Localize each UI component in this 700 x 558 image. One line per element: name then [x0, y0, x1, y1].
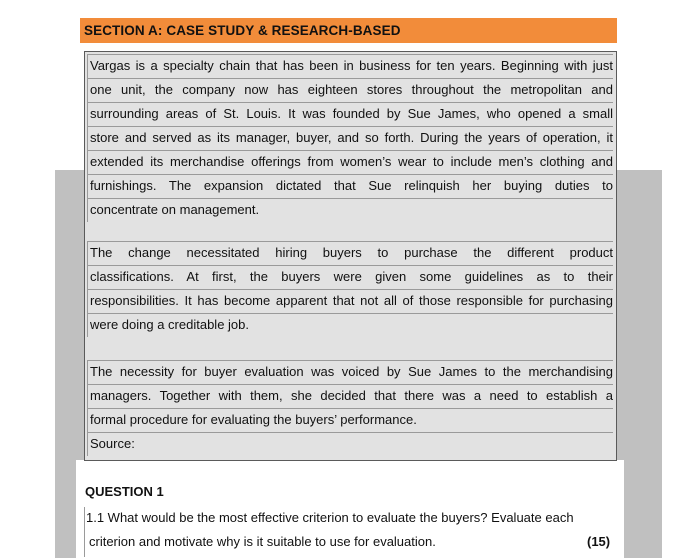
case-line: managers. Together with them, she decided that there was a need to establish a [87, 384, 613, 408]
case-paragraph-3 [87, 360, 613, 456]
case-line: The change necessitated hiring buyers to purchase the different product [87, 241, 613, 265]
case-line: responsibilities. It has become apparent that not all of those responsible for purchasing [87, 289, 613, 313]
case-line: one unit, the company now has eighteen stores throughout the metropolitan and [87, 78, 613, 102]
case-line: extended its merchandise offerings from women’s wear to include men’s clothing and [87, 150, 613, 174]
question-text-line-1: 1.1 What would be the most effective criterion to evaluate the buyers? Evaluate each [86, 510, 574, 525]
case-line: concentrate on management. [87, 198, 613, 222]
case-line: were doing a creditable job. [87, 313, 613, 337]
case-line: formal procedure for evaluating the buyers’ performance. [87, 408, 613, 432]
case-line: The necessity for buyer evaluation was voiced by Sue James to the merchandising [87, 360, 613, 384]
question-marks: (15) [587, 534, 611, 549]
question-title: QUESTION 1 [85, 484, 164, 499]
source-label: Source: [87, 432, 613, 456]
question-text-line-2: criterion and motivate why is it suitable to use for evaluation. [89, 534, 436, 549]
case-line: Vargas is a specialty chain that has been in business for ten years. Beginning with just [87, 54, 613, 78]
case-line: classifications. At first, the buyers were given some guidelines as to their [87, 265, 613, 289]
case-paragraph-2 [87, 241, 613, 337]
case-line: furnishings. The expansion dictated that Sue relinquish her buying duties to [87, 174, 613, 198]
case-paragraph-1 [87, 54, 613, 222]
section-title: SECTION A: CASE STUDY & RESEARCH-BASED [80, 18, 617, 43]
case-line: store and served as its manager, buyer, and so forth. During the years of operation, it [87, 126, 613, 150]
case-line: surrounding areas of St. Louis. It was founded by Sue James, who opened a small [87, 102, 613, 126]
